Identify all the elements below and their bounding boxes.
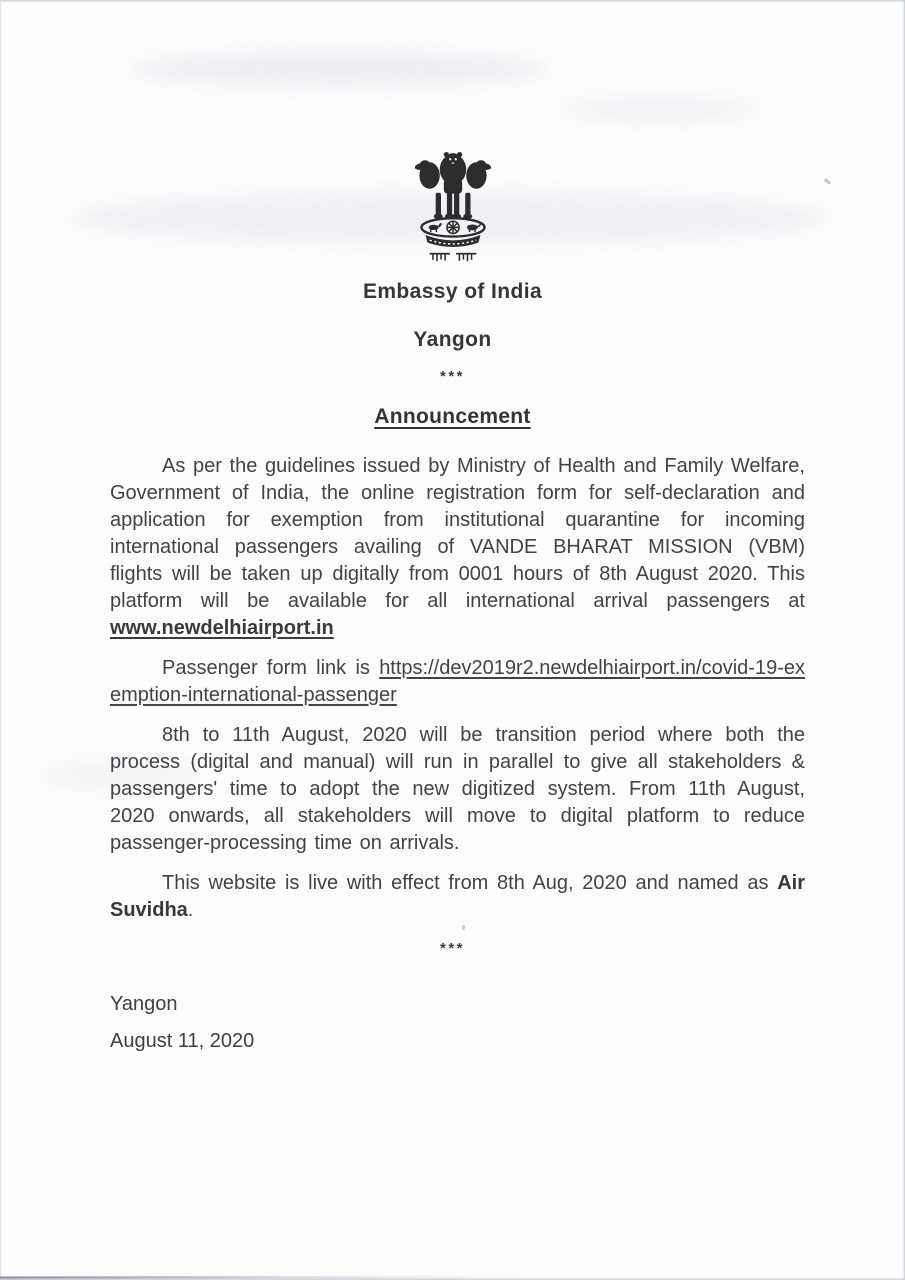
document-title: Announcement (374, 405, 531, 428)
emblem-of-india (0, 148, 905, 262)
organization-name: Embassy of India (362, 280, 543, 303)
signoff-date: August 11, 2020 (110, 1030, 255, 1052)
paragraph-guidelines (110, 453, 805, 642)
lion-capital-icon (410, 148, 496, 262)
paragraph-website-live-suffix: . (187, 899, 194, 921)
airport-website-link[interactable]: www.newdelhiairport.in (110, 617, 334, 639)
scan-edge-top (0, 0, 905, 2)
air-suvidha-name: Air Suvidha (110, 872, 806, 921)
paragraph-transition-period: 8th to 11th August, 2020 will be transition period where both the process (digital and manual) will run in parallel to give all stakeholders & passengers' time to adopt the new digitized system. From 11th August, 2020 onwards, all stakeholders will move to digital platform to reduce passenger-processing time on arrivals. (110, 724, 805, 854)
scan-smudge (130, 52, 550, 86)
location-name: Yangon (413, 328, 492, 351)
paragraph-guidelines-text: As per the guidelines issued by Ministry of Health and Family Welfare, Government of India, the online registration form for self-declaration and application for exemption from institutional quarantine for incoming international passengers availing of VANDE BHARAT MISSION (VBM) flights will be taken up digitally from 0001 hours of 8th August 2020. This platform will be available for all international arrival passengers at (110, 455, 805, 612)
paragraph-form-link-text: Passenger form link is (162, 657, 370, 679)
letter-body (0, 148, 905, 1053)
separator-bottom: *** (439, 940, 465, 957)
signoff-block (110, 993, 905, 1053)
paragraph-website-live (110, 870, 805, 924)
signoff-place: Yangon (110, 993, 178, 1015)
announcement-text (110, 453, 805, 924)
emblem-motto (496, 148, 497, 149)
paragraph-website-live-text: This website is live with effect from 8th Aug, 2020 and named as (162, 872, 769, 894)
passenger-form-url-link[interactable]: https://dev2019r2.newdelhiairport.in/covid-19-exemption-international-passenger (110, 657, 805, 706)
paragraph-form-link (110, 655, 805, 709)
separator-top: *** (439, 368, 465, 385)
scan-edge-bottom (0, 1275, 525, 1279)
scan-smudge (560, 96, 760, 122)
